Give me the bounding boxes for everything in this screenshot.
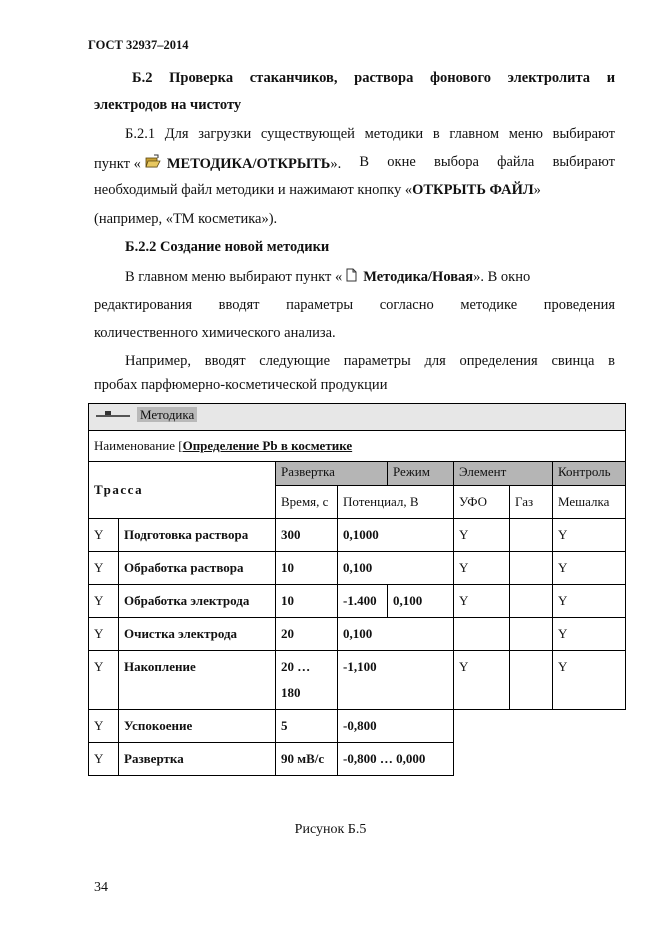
row-gas[interactable] xyxy=(510,552,553,585)
row-stirrer[interactable]: Y xyxy=(553,651,626,710)
row-stirrer[interactable]: Y xyxy=(553,519,626,552)
row-time[interactable]: 20 … 180 xyxy=(276,651,338,710)
row-name: Подготовка раствора xyxy=(119,519,276,552)
section-b22-heading: Б.2.2 Создание новой методики xyxy=(125,239,330,255)
row-ufo[interactable]: Y xyxy=(454,519,510,552)
row-name: Обработка электрода xyxy=(119,585,276,618)
section-b2-heading-line2: электродов на чистоту xyxy=(94,97,242,113)
tab-control[interactable]: Контроль xyxy=(553,462,626,486)
section-b22-p2-line2: пробах парфюмерно-косметической продукции xyxy=(94,377,388,393)
row-stirrer[interactable]: Y xyxy=(553,585,626,618)
row-time[interactable]: 300 xyxy=(276,519,338,552)
window-title: Методика xyxy=(137,407,197,422)
document-code: ГОСТ 32937–2014 xyxy=(88,38,189,52)
table-row[interactable] xyxy=(89,651,626,710)
row-flag[interactable]: Y xyxy=(89,585,119,618)
row-ufo[interactable]: Y xyxy=(454,651,510,710)
section-b22-p2-line1: Например, вводят следующие параметры для определения свинца в xyxy=(125,353,616,369)
window-title-bar xyxy=(89,404,626,431)
table-row[interactable] xyxy=(89,585,626,618)
col-header-potential: Потенциал, В xyxy=(338,486,454,519)
row-potential[interactable]: 0,100 xyxy=(338,618,454,651)
row-name: Очистка электрода xyxy=(119,618,276,651)
table-row[interactable] xyxy=(89,519,626,552)
row-name: Накопление xyxy=(119,651,276,710)
empty-control-area xyxy=(454,710,626,776)
row-stirrer[interactable]: Y xyxy=(553,552,626,585)
section-b22-line2: редактирования вводят параметры согласно методике проведения xyxy=(94,297,616,313)
tab-element[interactable]: Элемент xyxy=(454,462,553,486)
method-name-row: Наименование [Определение Pb в косметике xyxy=(89,431,626,462)
row-time[interactable]: 20 xyxy=(276,618,338,651)
row-potential[interactable]: 0,1000 xyxy=(338,519,454,552)
folder-open-icon xyxy=(145,154,161,174)
row-flag[interactable]: Y xyxy=(89,618,119,651)
figure-caption: Рисунок Б.5 xyxy=(294,822,367,837)
row-flag[interactable]: Y xyxy=(89,519,119,552)
row-potential[interactable]: 0,100 xyxy=(338,552,454,585)
method-name-field[interactable]: Определение Pb в косметике xyxy=(182,438,353,453)
row-time[interactable]: 10 xyxy=(276,552,338,585)
row-potential-end[interactable]: 0,100 xyxy=(388,585,454,618)
new-document-icon xyxy=(346,268,357,287)
trace-header: Трасса xyxy=(89,462,276,519)
app-window-icon xyxy=(95,407,131,425)
row-potential-start[interactable]: -1.400 xyxy=(338,585,388,618)
row-name: Успокоение xyxy=(119,710,276,743)
row-time[interactable]: 5 xyxy=(276,710,338,743)
section-b22-line1: В главном меню выбирают пункт « Методика/Новая». В окно xyxy=(125,269,531,285)
row-time[interactable]: 90 мВ/с xyxy=(276,743,338,776)
row-ufo[interactable]: Y xyxy=(454,552,510,585)
row-potential[interactable]: -0,800 … 0,000 xyxy=(338,743,454,776)
row-ufo[interactable]: Y xyxy=(454,585,510,618)
section-b22-line3: количественного химического анализа. xyxy=(94,325,336,341)
row-potential[interactable]: -0,800 xyxy=(338,710,454,743)
row-ufo[interactable] xyxy=(454,618,510,651)
row-gas[interactable] xyxy=(510,519,553,552)
col-header-gas: Газ xyxy=(510,486,553,519)
section-b21-line1: Б.2.1 Для загрузки существующей методики в главном меню выбирают xyxy=(125,126,615,142)
table-row[interactable] xyxy=(89,710,626,743)
row-gas[interactable] xyxy=(510,618,553,651)
col-header-stirrer: Мешалка xyxy=(553,486,626,519)
method-table xyxy=(88,403,626,776)
row-gas[interactable] xyxy=(510,651,553,710)
page-number: 34 xyxy=(94,880,108,895)
tab-mode[interactable]: Режим xyxy=(388,462,454,486)
row-flag[interactable]: Y xyxy=(89,651,119,710)
row-flag[interactable]: Y xyxy=(89,743,119,776)
section-b2-heading-line1: Б.2 Проверка стаканчиков, раствора фонового электролита и xyxy=(132,70,616,86)
row-potential[interactable]: -1,100 xyxy=(338,651,454,710)
row-name: Развертка xyxy=(119,743,276,776)
section-b21-line2: пункт « МЕТОДИКА/ОТКРЫТЬ». В окне выбора файла выбирают xyxy=(94,154,615,172)
row-stirrer[interactable]: Y xyxy=(553,618,626,651)
row-gas[interactable] xyxy=(510,585,553,618)
section-b21-line3: необходимый файл методики и нажимают кнопку «ОТКРЫТЬ ФАЙЛ» xyxy=(94,182,541,198)
tab-sweep[interactable]: Развертка xyxy=(276,462,388,486)
row-flag[interactable]: Y xyxy=(89,710,119,743)
row-name: Обработка раствора xyxy=(119,552,276,585)
row-flag[interactable]: Y xyxy=(89,552,119,585)
col-header-time: Время, с xyxy=(276,486,338,519)
section-b21-line4: (например, «ТМ косметика»). xyxy=(94,211,278,227)
table-row[interactable] xyxy=(89,552,626,585)
table-row[interactable] xyxy=(89,618,626,651)
col-header-ufo: УФО xyxy=(454,486,510,519)
row-time[interactable]: 10 xyxy=(276,585,338,618)
